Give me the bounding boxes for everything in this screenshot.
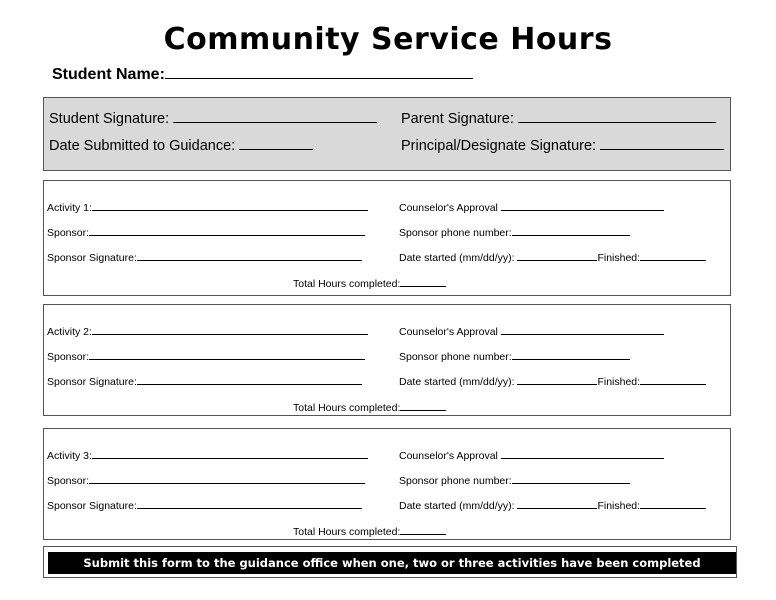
finished-label: Finished:	[597, 500, 641, 512]
counselor-approval-label: Counselor's Approval	[399, 202, 498, 214]
sponsor-signature-field	[47, 246, 362, 264]
footer-notice: Submit this form to the guidance office when one, two or three activities have been completed	[48, 552, 736, 574]
date-submitted-field	[49, 135, 313, 154]
activity-label: Activity 1:	[47, 202, 92, 214]
parent-signature-input-line[interactable]	[518, 108, 716, 123]
counselor-approval-field	[399, 444, 664, 462]
date-submitted-label: Date Submitted to Guidance:	[49, 138, 236, 154]
total-hours-input-line[interactable]	[400, 272, 446, 287]
counselor-approval-input-line[interactable]	[501, 196, 664, 211]
counselor-approval-field	[399, 196, 664, 214]
finished-label: Finished:	[597, 252, 641, 264]
total-hours-label: Total Hours completed:	[293, 526, 401, 538]
date-started-label: Date started (mm/dd/yy):	[399, 252, 515, 264]
finished-input-line[interactable]	[640, 246, 706, 261]
sponsor-phone-label: Sponsor phone number:	[399, 475, 512, 487]
activity-field	[47, 196, 368, 214]
date-started-field	[399, 246, 706, 264]
counselor-approval-field	[399, 320, 664, 338]
principal-signature-label: Principal/Designate Signature:	[401, 138, 597, 154]
principal-signature-input-line[interactable]	[600, 135, 724, 150]
counselor-approval-label: Counselor's Approval	[399, 326, 498, 338]
page-title: Community Service Hours	[163, 22, 613, 57]
sponsor-label: Sponsor:	[47, 227, 90, 239]
total-hours-field	[293, 396, 446, 414]
sponsor-phone-field	[399, 469, 630, 487]
date-started-input-line[interactable]	[517, 370, 597, 385]
sponsor-field	[47, 221, 365, 239]
sponsor-signature-input-line[interactable]	[137, 246, 362, 261]
sponsor-signature-label: Sponsor Signature:	[47, 252, 137, 264]
sponsor-phone-field	[399, 221, 630, 239]
date-started-field	[399, 494, 706, 512]
sponsor-input-line[interactable]	[89, 469, 365, 484]
sponsor-signature-input-line[interactable]	[137, 494, 362, 509]
activity-field	[47, 444, 368, 462]
date-started-input-line[interactable]	[517, 494, 597, 509]
activity-label: Activity 3:	[47, 450, 92, 462]
counselor-approval-input-line[interactable]	[501, 444, 664, 459]
activity-label: Activity 2:	[47, 326, 92, 338]
student-signature-label: Student Signature:	[49, 111, 170, 127]
sponsor-phone-input-line[interactable]	[512, 345, 630, 360]
activity-input-line[interactable]	[92, 444, 368, 459]
student-signature-input-line[interactable]	[173, 108, 377, 123]
footer-notice-box	[43, 546, 737, 578]
sponsor-input-line[interactable]	[89, 221, 365, 236]
date-started-label: Date started (mm/dd/yy):	[399, 376, 515, 388]
total-hours-label: Total Hours completed:	[293, 402, 401, 414]
counselor-approval-input-line[interactable]	[501, 320, 664, 335]
sponsor-field	[47, 345, 365, 363]
total-hours-input-line[interactable]	[400, 396, 446, 411]
student-signature-field	[49, 108, 377, 127]
total-hours-input-line[interactable]	[400, 520, 446, 535]
sponsor-signature-label: Sponsor Signature:	[47, 376, 137, 388]
sponsor-field	[47, 469, 365, 487]
activity-section	[43, 180, 731, 296]
sponsor-phone-input-line[interactable]	[512, 469, 630, 484]
total-hours-field	[293, 272, 446, 290]
parent-signature-label: Parent Signature:	[401, 111, 514, 127]
date-started-input-line[interactable]	[517, 246, 597, 261]
signature-panel	[43, 97, 731, 171]
sponsor-signature-field	[47, 370, 362, 388]
sponsor-phone-label: Sponsor phone number:	[399, 227, 512, 239]
finished-input-line[interactable]	[640, 494, 706, 509]
student-name-label: Student Name:	[52, 66, 165, 83]
sponsor-signature-input-line[interactable]	[137, 370, 362, 385]
sponsor-label: Sponsor:	[47, 351, 90, 363]
principal-signature-field	[401, 135, 724, 154]
sponsor-signature-field	[47, 494, 362, 512]
sponsor-phone-input-line[interactable]	[512, 221, 630, 236]
date-started-field	[399, 370, 706, 388]
finished-input-line[interactable]	[640, 370, 706, 385]
counselor-approval-label: Counselor's Approval	[399, 450, 498, 462]
activity-field	[47, 320, 368, 338]
activity-input-line[interactable]	[92, 196, 368, 211]
sponsor-input-line[interactable]	[89, 345, 365, 360]
sponsor-label: Sponsor:	[47, 475, 90, 487]
total-hours-field	[293, 520, 446, 538]
parent-signature-field	[401, 108, 716, 127]
date-started-label: Date started (mm/dd/yy):	[399, 500, 515, 512]
student-name-field	[52, 64, 473, 84]
total-hours-label: Total Hours completed:	[293, 278, 401, 290]
activity-input-line[interactable]	[92, 320, 368, 335]
sponsor-signature-label: Sponsor Signature:	[47, 500, 137, 512]
activity-section	[43, 304, 731, 416]
sponsor-phone-label: Sponsor phone number:	[399, 351, 512, 363]
activity-section	[43, 428, 731, 540]
finished-label: Finished:	[597, 376, 641, 388]
sponsor-phone-field	[399, 345, 630, 363]
student-name-input-line[interactable]	[165, 64, 473, 79]
date-submitted-input-line[interactable]	[239, 135, 313, 150]
